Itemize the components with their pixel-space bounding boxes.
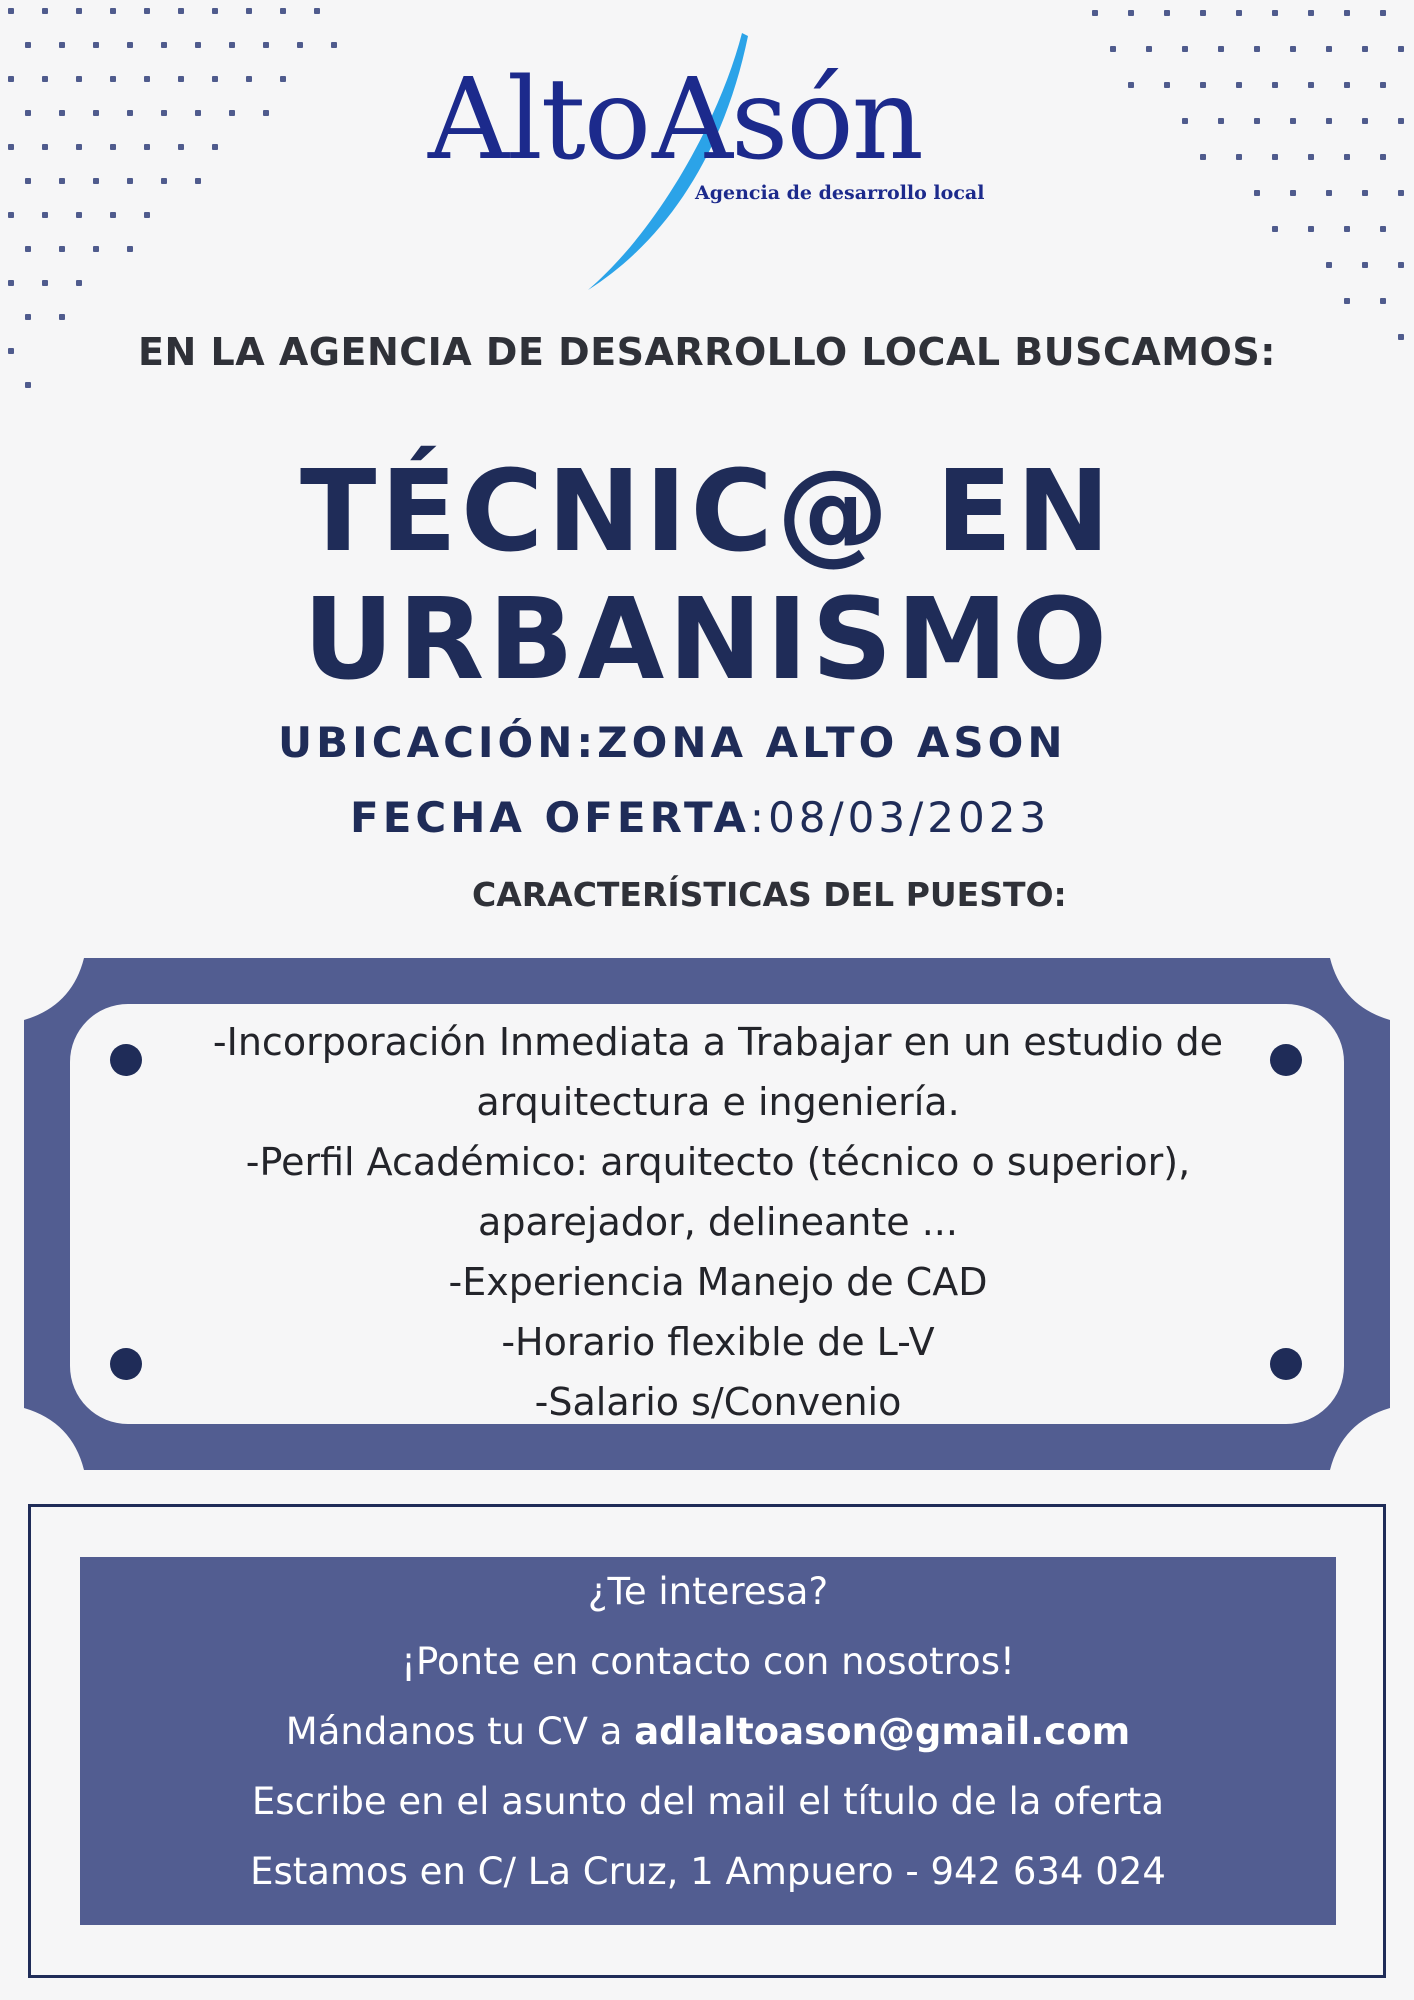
decorative-dot bbox=[1344, 10, 1350, 16]
decorative-dot bbox=[1182, 118, 1188, 124]
decorative-dot bbox=[1326, 262, 1332, 268]
decorative-dot bbox=[144, 144, 150, 150]
logo-tagline: Agencia de desarrollo local bbox=[695, 182, 985, 204]
decorative-dot bbox=[297, 42, 303, 48]
feature-line: -Salario s/Convenio bbox=[534, 1380, 902, 1424]
decorative-dot bbox=[1326, 118, 1332, 124]
decorative-dot bbox=[93, 246, 99, 252]
decorative-dot bbox=[144, 212, 150, 218]
decorative-dot bbox=[161, 178, 167, 184]
decorative-dot bbox=[1398, 118, 1404, 124]
decorative-dot bbox=[178, 8, 184, 14]
offer-date-label: FECHA OFERTA bbox=[350, 793, 750, 842]
decorative-dot bbox=[76, 212, 82, 218]
features-list bbox=[110, 1012, 1326, 1432]
decorative-dot bbox=[212, 76, 218, 82]
decorative-dot bbox=[1092, 10, 1098, 16]
decorative-dot bbox=[42, 212, 48, 218]
decorative-dot bbox=[1218, 118, 1224, 124]
decorative-dot bbox=[229, 110, 235, 116]
decorative-dot bbox=[110, 144, 116, 150]
decorative-dot bbox=[110, 76, 116, 82]
decorative-dot bbox=[42, 144, 48, 150]
decorative-dot bbox=[59, 314, 65, 320]
decorative-dot bbox=[110, 8, 116, 14]
decorative-dot bbox=[1272, 10, 1278, 16]
decorative-dot bbox=[1290, 118, 1296, 124]
decorative-dot bbox=[1308, 82, 1314, 88]
decorative-dot bbox=[93, 178, 99, 184]
decorative-dot bbox=[25, 178, 31, 184]
decorative-dot bbox=[1326, 190, 1332, 196]
decorative-dot bbox=[8, 280, 14, 286]
decorative-dot bbox=[1344, 298, 1350, 304]
feature-line: -Incorporación Inmediata a Trabajar en un estudio de bbox=[212, 1020, 1224, 1064]
decorative-dot bbox=[110, 212, 116, 218]
decorative-dot bbox=[1236, 154, 1242, 160]
decorative-dot bbox=[76, 280, 82, 286]
decorative-dot bbox=[25, 110, 31, 116]
decorative-dot bbox=[144, 76, 150, 82]
decorative-dot bbox=[127, 42, 133, 48]
decorative-dot bbox=[1200, 82, 1206, 88]
decorative-dot bbox=[8, 144, 14, 150]
decorative-dot bbox=[1110, 46, 1116, 52]
decorative-dot bbox=[1164, 10, 1170, 16]
decorative-dot bbox=[25, 382, 31, 388]
decorative-dot bbox=[161, 42, 167, 48]
decorative-dot bbox=[8, 212, 14, 218]
decorative-dot bbox=[1398, 46, 1404, 52]
decorative-dot bbox=[8, 8, 14, 14]
decorative-dot bbox=[127, 110, 133, 116]
decorative-dot bbox=[1380, 226, 1386, 232]
decorative-dot bbox=[1326, 46, 1332, 52]
decorative-dot bbox=[25, 42, 31, 48]
job-title bbox=[0, 448, 1414, 704]
decorative-dot bbox=[1380, 10, 1386, 16]
decorative-dot bbox=[93, 42, 99, 48]
decorative-dot bbox=[1254, 46, 1260, 52]
decorative-dot bbox=[1200, 10, 1206, 16]
decorative-dot bbox=[59, 178, 65, 184]
contact-cv-prefix: Mándanos tu CV a bbox=[285, 1710, 635, 1753]
feature-line: arquitectura e ingeniería. bbox=[476, 1080, 960, 1124]
decorative-dot bbox=[127, 178, 133, 184]
feature-line: -Perfil Académico: arquitecto (técnico o superior), bbox=[245, 1140, 1191, 1184]
decorative-dot bbox=[212, 144, 218, 150]
alto-ason-logo bbox=[420, 28, 1000, 298]
decorative-dot bbox=[195, 42, 201, 48]
logo-word-alto: Alto bbox=[428, 55, 650, 185]
decorative-dot bbox=[229, 42, 235, 48]
decorative-dot bbox=[1344, 82, 1350, 88]
decorative-dot bbox=[1290, 190, 1296, 196]
decorative-dot bbox=[1128, 10, 1134, 16]
decorative-dot bbox=[59, 42, 65, 48]
decorative-dot bbox=[1254, 190, 1260, 196]
decorative-dot bbox=[1236, 10, 1242, 16]
feature-line: -Experiencia Manejo de CAD bbox=[448, 1260, 988, 1304]
decorative-dot bbox=[1398, 190, 1404, 196]
decorative-dot bbox=[1380, 298, 1386, 304]
decorative-dot bbox=[1164, 82, 1170, 88]
decorative-dot bbox=[8, 76, 14, 82]
decorative-dot bbox=[1290, 46, 1296, 52]
decorative-dot bbox=[1308, 226, 1314, 232]
decorative-dot bbox=[144, 8, 150, 14]
contact-panel bbox=[80, 1557, 1336, 1925]
decorative-dot bbox=[42, 76, 48, 82]
logo-word-ason: Asón bbox=[652, 55, 922, 185]
feature-line: aparejador, delineante ... bbox=[478, 1200, 958, 1244]
decorative-dot bbox=[1344, 154, 1350, 160]
decorative-dot bbox=[212, 8, 218, 14]
decorative-dot bbox=[1254, 118, 1260, 124]
decorative-dot bbox=[280, 8, 286, 14]
decorative-dot bbox=[1380, 82, 1386, 88]
decorative-dot bbox=[76, 76, 82, 82]
decorative-dot bbox=[76, 144, 82, 150]
decorative-dot bbox=[1380, 154, 1386, 160]
feature-line: -Horario flexible de L-V bbox=[501, 1320, 935, 1364]
decorative-dot bbox=[42, 8, 48, 14]
intro-heading: EN LA AGENCIA DE DESARROLLO LOCAL BUSCAMOS: bbox=[138, 330, 1276, 374]
decorative-dot bbox=[76, 8, 82, 14]
decorative-dot bbox=[59, 246, 65, 252]
decorative-dot bbox=[1398, 262, 1404, 268]
job-title-line-2: URBANISMO bbox=[303, 575, 1111, 705]
decorative-dot bbox=[263, 110, 269, 116]
decorative-dot bbox=[195, 178, 201, 184]
decorative-dot bbox=[1182, 46, 1188, 52]
job-location: UBICACIÓN:ZONA ALTO ASON bbox=[278, 718, 1067, 767]
decorative-dot bbox=[1362, 118, 1368, 124]
decorative-dot bbox=[1344, 226, 1350, 232]
decorative-dot bbox=[25, 314, 31, 320]
decorative-dot bbox=[59, 110, 65, 116]
decorative-dot bbox=[1128, 82, 1134, 88]
contact-email-link[interactable]: adlaltoason@gmail.com bbox=[634, 1710, 1131, 1753]
decorative-dot bbox=[1200, 154, 1206, 160]
decorative-dot bbox=[1362, 262, 1368, 268]
contact-cta: ¡Ponte en contacto con nosotros! bbox=[401, 1640, 1015, 1683]
decorative-dot bbox=[246, 76, 252, 82]
decorative-dot bbox=[246, 8, 252, 14]
decorative-dot bbox=[1362, 46, 1368, 52]
offer-date bbox=[350, 793, 1050, 842]
decorative-dot bbox=[195, 110, 201, 116]
decorative-dot bbox=[93, 110, 99, 116]
decorative-dot bbox=[1272, 226, 1278, 232]
contact-cv-line bbox=[80, 1697, 1336, 1767]
decorative-dot bbox=[178, 144, 184, 150]
offer-date-value: :08/03/2023 bbox=[749, 793, 1051, 842]
decorative-dot bbox=[42, 280, 48, 286]
decorative-dot bbox=[331, 42, 337, 48]
decorative-dot bbox=[1236, 82, 1242, 88]
decorative-dot bbox=[178, 76, 184, 82]
decorative-dot bbox=[127, 246, 133, 252]
features-heading: CARACTERÍSTICAS DEL PUESTO: bbox=[472, 875, 1067, 914]
contact-question: ¿Te interesa? bbox=[587, 1570, 829, 1613]
decorative-dot bbox=[25, 246, 31, 252]
decorative-dot bbox=[161, 110, 167, 116]
job-title-line-1: TÉCNIC@ EN bbox=[300, 447, 1114, 577]
decorative-dot bbox=[1146, 46, 1152, 52]
decorative-dot bbox=[1308, 154, 1314, 160]
decorative-dot bbox=[1308, 10, 1314, 16]
decorative-dot bbox=[263, 42, 269, 48]
decorative-dot bbox=[1272, 154, 1278, 160]
decorative-dot bbox=[314, 8, 320, 14]
decorative-dot bbox=[1362, 190, 1368, 196]
decorative-dot bbox=[280, 76, 286, 82]
decorative-dot bbox=[1218, 46, 1224, 52]
decorative-dot bbox=[1272, 82, 1278, 88]
contact-subject-note: Escribe en el asunto del mail el título de la oferta bbox=[251, 1780, 1165, 1823]
contact-address: Estamos en C/ La Cruz, 1 Ampuero - 942 634 024 bbox=[250, 1850, 1166, 1893]
